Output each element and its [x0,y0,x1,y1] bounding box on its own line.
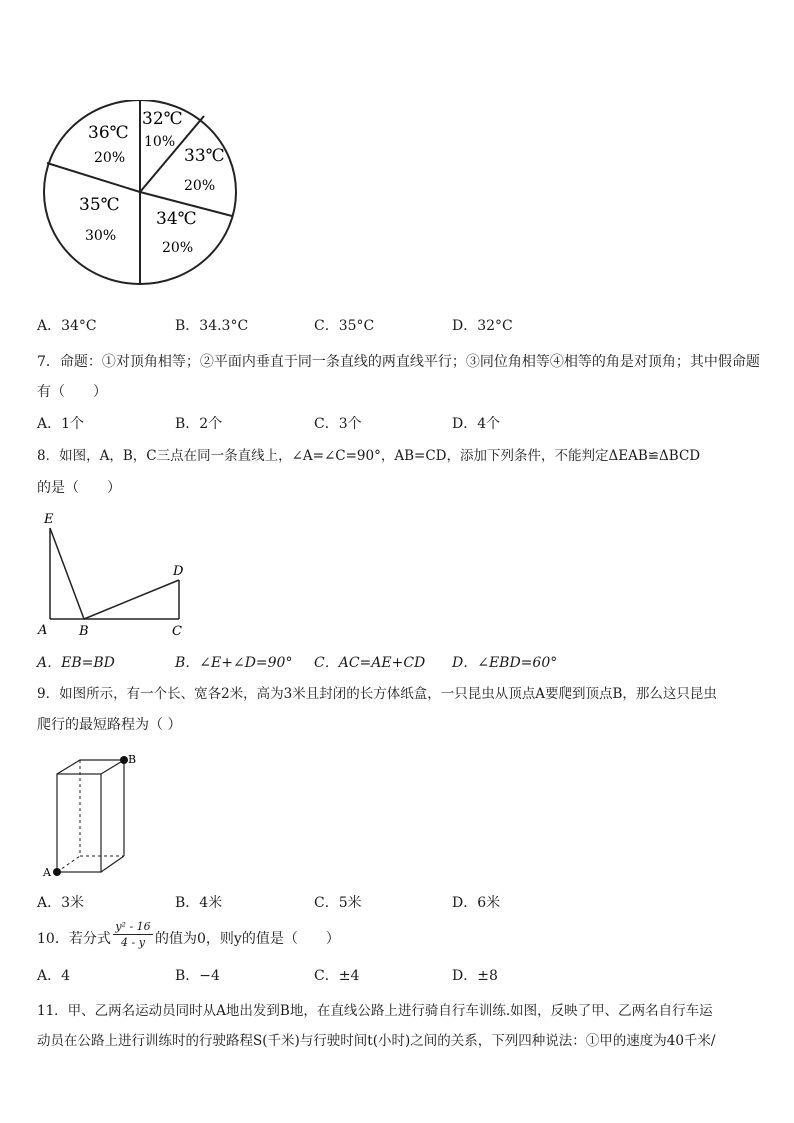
q11-stem-line1: 11．甲、乙两名运动员同时从A地出发到B地，在直线公路上进行骑自行车训练.如图，反映了甲、乙两名自行车运 [37,1003,713,1019]
q9-box-figure [40,752,144,880]
q8-stem-line1: 8．如图，A，B，C三点在同一条直线上，∠A=∠C=90°，AB=CD，添加下列条件，不能判定ΔEAB≌ΔBCD [37,448,701,464]
q7-option-a[interactable]: A．1个 [37,416,85,432]
q11-stem-line2: 动员在公路上进行训练时的行驶路程S(千米)与行驶时间t(小时)之间的关系，下列四种说法：①甲的速度为40千米/ [37,1033,716,1049]
q8-option-b[interactable]: B．∠E+∠D=90° [175,655,293,671]
q8-option-a[interactable]: A．EB=BD [37,655,115,671]
q10-fraction [113,920,153,949]
q9-stem-line1: 9．如图所示，有一个长、宽各2米，高为3米且封闭的长方体纸盒，一只昆虫从顶点A要爬到顶点B，那么这只昆虫 [37,686,717,702]
q8-triangle-figure [36,508,196,640]
box-top-face [57,760,124,774]
point-label-a: A [38,623,48,638]
q10-fraction-numerator: y² - 16 [113,920,153,935]
q9-option-d[interactable]: D．6米 [452,895,501,911]
point-label-b: B [79,624,89,639]
q9-option-a[interactable]: A．3米 [37,895,85,911]
segment-eb [50,528,84,619]
q10-fraction-denominator: 4 - y [121,936,145,949]
q6-option-c[interactable]: C．35°C [314,318,375,334]
q7-stem-line2: 有（ ） [37,384,107,400]
q10-option-c[interactable]: C．±4 [314,968,360,984]
pie-chart-figure [38,100,242,290]
vertex-label-a: A [43,866,51,879]
pie-slice-temp-34: 34℃ [156,209,197,229]
pie-slice-temp-33: 33℃ [184,146,225,166]
pie-slice-temp-32: 32℃ [142,109,183,129]
pie-slice-percent-33: 20% [184,178,216,194]
point-label-d: D [173,564,184,579]
pie-divider [47,163,140,192]
pie-slice-percent-35: 30% [85,228,117,244]
pie-slice-percent-32: 10% [144,134,176,150]
q8-stem-line2: 的是（ ） [37,480,121,496]
vertex-a-dot [53,868,61,876]
box-hidden-edge [57,856,80,872]
q10-option-d[interactable]: D．±8 [452,968,498,984]
q10-option-b[interactable]: B．−4 [175,968,220,984]
q9-option-b[interactable]: B．4米 [175,895,223,911]
q7-stem-line1: 7．命题：①对顶角相等；②平面内垂直于同一条直线的两直线平行；③同位角相等④相等的角是对顶角；其中假命题 [37,354,760,370]
q10-stem-prefix: 10．若分式 [37,931,111,947]
vertex-b-dot [120,756,128,764]
q6-option-b[interactable]: B．34.3°C [175,318,249,334]
q10-option-a[interactable]: A．4 [37,968,71,984]
segment-bd [84,580,179,619]
q8-option-d[interactable]: D．∠EBD=60° [452,655,558,671]
q7-option-d[interactable]: D．4个 [452,416,501,432]
q6-option-a[interactable]: A．34°C [37,318,97,334]
vertex-label-b: B [128,753,137,766]
point-label-c: C [172,624,182,639]
q9-option-c[interactable]: C．5米 [314,895,362,911]
point-label-e: E [44,512,54,527]
q7-option-b[interactable]: B．2个 [175,416,223,432]
pie-slice-percent-34: 20% [162,240,194,256]
box-bottom-right-edge [101,856,124,872]
q10-stem-suffix: 的值为0，则y的值是（ ） [155,931,340,947]
q7-option-c[interactable]: C．3个 [314,416,362,432]
q9-stem-line2: 爬行的最短路程为（ ） [37,717,182,733]
q8-option-c[interactable]: C．AC=AE+CD [314,655,426,671]
pie-slice-temp-35: 35℃ [79,195,120,215]
pie-slice-temp-36: 36℃ [88,123,129,143]
pie-slice-percent-36: 20% [94,150,126,166]
q6-option-d[interactable]: D．32°C [452,318,513,334]
